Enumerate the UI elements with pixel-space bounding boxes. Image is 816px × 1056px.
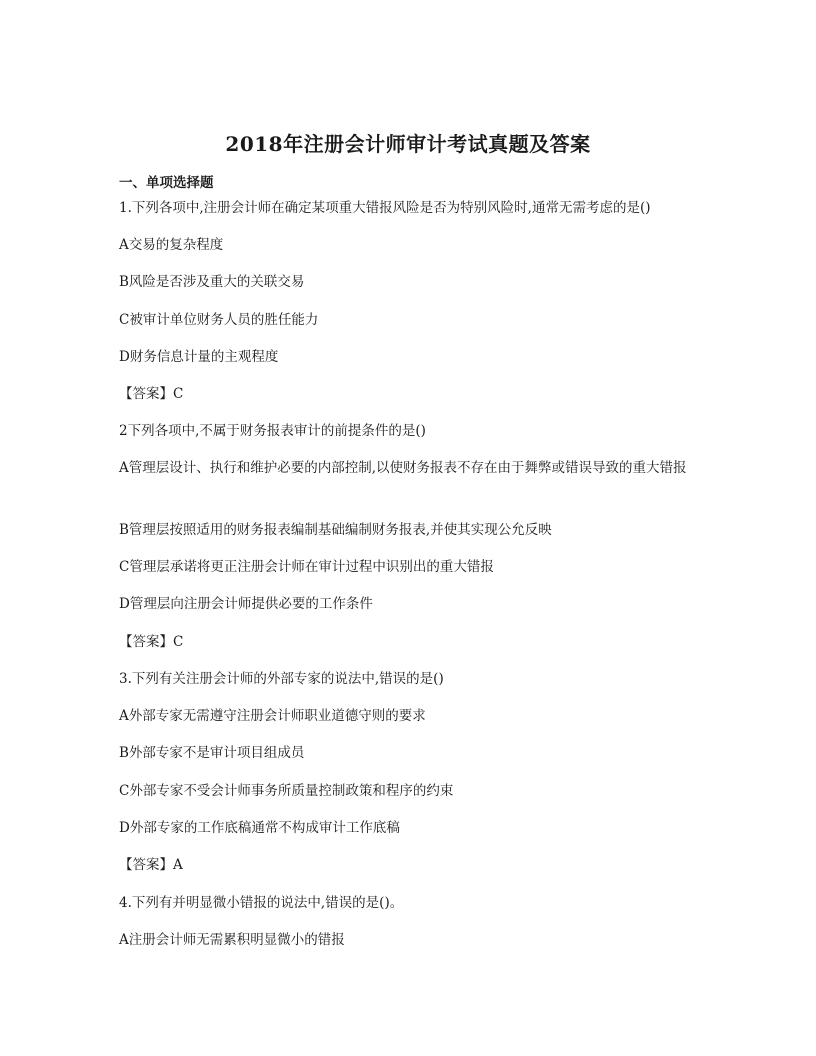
question-option: C被审计单位财务人员的胜任能力: [119, 312, 319, 328]
question-option: A外部专家无需遵守注册会计师职业道德守则的要求: [119, 708, 426, 724]
question-option: B风险是否涉及重大的关联交易: [119, 274, 305, 290]
section-heading: 一、单项选择题: [119, 175, 214, 191]
question-option: D外部专家的工作底稿通常不构成审计工作底稿: [119, 820, 400, 836]
question-stem: 1.下列各项中,注册会计师在确定某项重大错报风险是否为特别风险时,通常无需考虑的是(): [119, 200, 651, 216]
question-stem: 4.下列有并明显微小错报的说法中,错误的是()。: [119, 895, 404, 911]
answer-line: 【答案】A: [119, 857, 183, 873]
question-option: B管理层按照适用的财务报表编制基础编制财务报表,并使其实现公允反映: [119, 522, 552, 538]
page-title: 2018年注册会计师审计考试真题及答案: [225, 132, 591, 156]
answer-line: 【答案】C: [119, 634, 184, 650]
question-option: D财务信息计量的主观程度: [119, 349, 279, 365]
question-option: C管理层承诺将更正注册会计师在审计过程中识别出的重大错报: [119, 559, 494, 575]
question-option: A管理层设计、执行和维护必要的内部控制,以使财务报表不存在由于舞弊或错误导致的重大错报: [119, 460, 687, 476]
question-option: C外部专家不受会计师事务所质量控制政策和程序的约束: [119, 783, 454, 799]
question-option: A注册会计师无需累积明显微小的错报: [119, 932, 345, 948]
answer-line: 【答案】C: [119, 386, 184, 402]
question-option: D管理层向注册会计师提供必要的工作条件: [119, 596, 373, 612]
question-stem: 2下列各项中,不属于财务报表审计的前提条件的是(): [119, 423, 426, 439]
question-stem: 3.下列有关注册会计师的外部专家的说法中,错误的是(): [119, 671, 444, 687]
question-option: B外部专家不是审计项目组成员: [119, 745, 305, 761]
question-option: A交易的复杂程度: [119, 237, 224, 253]
